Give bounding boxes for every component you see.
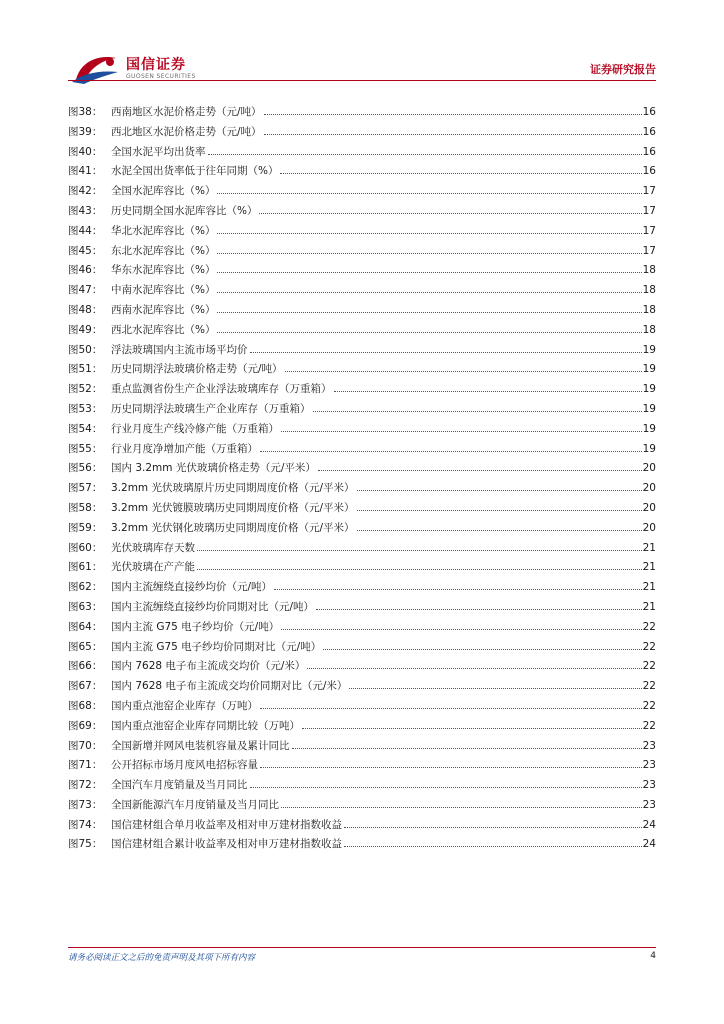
footer-disclaimer: 请务必阅读正文之后的免责声明及其项下所有内容 [68, 953, 256, 963]
toc-entry[interactable] [68, 678, 656, 698]
toc-dot-leader [281, 807, 642, 808]
toc-dot-leader [344, 846, 642, 847]
toc-page-number: 18 [642, 303, 656, 316]
toc-dot-leader [217, 312, 641, 313]
toc-dot-leader [285, 371, 642, 372]
toc-dot-leader [357, 530, 642, 531]
toc-figure-number: 图74： [68, 818, 103, 831]
toc-figure-title: 全国新能源汽车月度销量及当月同比 [111, 798, 279, 811]
toc-page-number: 21 [642, 600, 656, 613]
toc-entry[interactable] [68, 243, 656, 263]
toc-dot-leader [292, 748, 642, 749]
table-of-figures [68, 104, 656, 856]
toc-figure-number: 图48： [68, 303, 103, 316]
toc-figure-number: 图51： [68, 363, 103, 376]
toc-entry[interactable] [68, 698, 656, 718]
toc-figure-number: 图60： [68, 541, 103, 554]
toc-dot-leader [259, 213, 641, 214]
logo-chinese-name: 国信证券 [126, 57, 186, 73]
toc-dot-leader [217, 193, 641, 194]
toc-entry[interactable] [68, 658, 656, 678]
toc-figure-title: 国内主流缠绕直接纱均价同期对比（元/吨） [111, 600, 315, 613]
toc-entry[interactable] [68, 361, 656, 381]
toc-dot-leader [217, 292, 641, 293]
toc-figure-number: 图56： [68, 462, 103, 475]
toc-figure-number: 图54： [68, 422, 103, 435]
toc-page-number: 17 [642, 185, 656, 198]
toc-entry[interactable] [68, 836, 656, 856]
toc-dot-leader [344, 827, 642, 828]
toc-entry[interactable] [68, 203, 656, 223]
toc-entry[interactable] [68, 500, 656, 520]
toc-figure-title: 全国水泥平均出货率 [111, 145, 206, 158]
toc-entry[interactable] [68, 223, 656, 243]
toc-page-number: 22 [642, 660, 656, 673]
toc-dot-leader [217, 253, 641, 254]
toc-figure-number: 图40： [68, 145, 103, 158]
toc-dot-leader [264, 134, 642, 135]
toc-dot-leader [260, 708, 642, 709]
toc-dot-leader [250, 352, 642, 353]
toc-figure-number: 图46： [68, 264, 103, 277]
toc-dot-leader [197, 550, 642, 551]
toc-dot-leader [318, 470, 642, 471]
toc-dot-leader [357, 510, 642, 511]
toc-dot-leader [349, 688, 641, 689]
toc-figure-number: 图57： [68, 482, 103, 495]
toc-figure-number: 图39： [68, 125, 103, 138]
toc-entry[interactable] [68, 619, 656, 639]
report-type-label: 证券研究报告 [590, 63, 656, 76]
toc-entry[interactable] [68, 401, 656, 421]
toc-entry[interactable] [68, 262, 656, 282]
toc-entry[interactable] [68, 639, 656, 659]
toc-figure-title: 西南地区水泥价格走势（元/吨） [111, 106, 262, 118]
toc-page-number: 18 [642, 284, 656, 297]
toc-figure-title: 中南水泥库容比（%） [111, 284, 216, 297]
toc-dot-leader [260, 451, 642, 452]
toc-entry[interactable] [68, 282, 656, 302]
toc-page-number: 21 [642, 541, 656, 554]
toc-figure-title: 3.2mm 光伏镀膜玻璃历史同期周度价格（元/平米） [111, 501, 355, 514]
toc-figure-number: 图70： [68, 739, 103, 752]
toc-dot-leader [281, 431, 642, 432]
toc-entry[interactable] [68, 441, 656, 461]
toc-figure-title: 公开招标市场月度风电招标容量 [111, 759, 258, 772]
toc-figure-number: 图43： [68, 204, 103, 217]
toc-figure-title: 3.2mm 光伏钢化玻璃历史同期周度价格（元/平米） [111, 521, 355, 534]
toc-dot-leader [334, 391, 642, 392]
toc-dot-leader [260, 767, 642, 768]
toc-page-number: 17 [642, 244, 656, 257]
toc-figure-number: 图50： [68, 343, 103, 356]
toc-entry[interactable] [68, 124, 656, 144]
toc-dot-leader [313, 411, 642, 412]
toc-entry[interactable] [68, 797, 656, 817]
toc-dot-leader [316, 609, 642, 610]
toc-figure-title: 国内主流缠绕直接纱均价（元/吨） [111, 581, 273, 594]
toc-entry[interactable] [68, 777, 656, 797]
toc-figure-title: 国内主流 G75 电子纱均价同期对比（元/吨） [111, 640, 322, 653]
toc-page-number: 22 [642, 640, 656, 653]
toc-entry[interactable] [68, 421, 656, 441]
toc-entry[interactable] [68, 817, 656, 837]
toc-figure-number: 图61： [68, 561, 103, 574]
toc-dot-leader [208, 154, 642, 155]
toc-figure-number: 图65： [68, 640, 103, 653]
toc-dot-leader [217, 332, 641, 333]
toc-figure-number: 图71： [68, 759, 103, 772]
toc-figure-title: 国内 3.2mm 光伏玻璃价格走势（元/平米） [111, 462, 316, 475]
toc-figure-title: 重点监测省份生产企业浮法玻璃库存（万重箱） [111, 383, 332, 396]
toc-entry[interactable] [68, 599, 656, 619]
toc-figure-number: 图45： [68, 244, 103, 257]
toc-page-number: 22 [642, 620, 656, 633]
toc-figure-number: 图63： [68, 600, 103, 613]
toc-entry[interactable] [68, 163, 656, 183]
toc-dot-leader [264, 114, 642, 115]
toc-entry[interactable] [68, 757, 656, 777]
toc-entry[interactable] [68, 302, 656, 322]
toc-page-number: 17 [642, 204, 656, 217]
footer-divider [68, 947, 656, 948]
toc-figure-number: 图62： [68, 581, 103, 594]
toc-entry[interactable] [68, 559, 656, 579]
toc-page-number: 19 [642, 402, 656, 415]
toc-figure-number: 图53： [68, 402, 103, 415]
toc-entry[interactable] [68, 579, 656, 599]
toc-page-number: 19 [642, 363, 656, 376]
toc-figure-title: 西北地区水泥价格走势（元/吨） [111, 125, 262, 138]
toc-dot-leader [357, 490, 642, 491]
toc-figure-title: 国内主流 G75 电子纱均价（元/吨） [111, 620, 280, 633]
toc-figure-number: 图55： [68, 442, 103, 455]
toc-page-number: 18 [642, 323, 656, 336]
toc-dot-leader [302, 728, 642, 729]
toc-figure-title: 国内重点池窑企业库存（万吨） [111, 699, 258, 712]
toc-dot-leader [274, 589, 642, 590]
toc-figure-title: 国内 7628 电子布主流成交均价同期对比（元/米） [111, 680, 348, 693]
toc-figure-number: 图49： [68, 323, 103, 336]
toc-page-number: 20 [642, 501, 656, 514]
toc-page-number: 23 [642, 739, 656, 752]
toc-figure-title: 国内 7628 电子布主流成交均价（元/米） [111, 660, 306, 673]
toc-page-number: 19 [642, 383, 656, 396]
toc-figure-title: 3.2mm 光伏玻璃原片历史同期周度价格（元/平米） [111, 482, 355, 495]
toc-figure-number: 图75： [68, 838, 103, 851]
toc-page-number: 24 [642, 838, 656, 851]
toc-figure-title: 西南水泥库容比（%） [111, 303, 216, 316]
toc-page-number: 21 [642, 581, 656, 594]
toc-page-number: 20 [642, 521, 656, 534]
toc-figure-number: 图59： [68, 521, 103, 534]
toc-entry[interactable] [68, 144, 656, 164]
toc-figure-number: 图69： [68, 719, 103, 732]
toc-entry[interactable] [68, 342, 656, 362]
toc-figure-number: 图38： [68, 106, 103, 118]
header-divider [68, 80, 656, 81]
toc-page-number: 23 [642, 779, 656, 792]
toc-dot-leader [217, 233, 641, 234]
toc-entry[interactable] [68, 718, 656, 738]
toc-figure-title: 全国水泥库容比（%） [111, 185, 216, 198]
toc-figure-title: 历史同期浮法玻璃生产企业库存（万重箱） [111, 402, 311, 415]
logo-english-name: GUOSEN SECURITIES [126, 73, 196, 80]
toc-page-number: 22 [642, 699, 656, 712]
toc-figure-title: 华北水泥库容比（%） [111, 224, 216, 237]
toc-dot-leader [250, 787, 642, 788]
toc-figure-title: 西北水泥库容比（%） [111, 323, 216, 336]
toc-entry[interactable] [68, 460, 656, 480]
toc-figure-number: 图67： [68, 680, 103, 693]
toc-figure-title: 行业月度生产线冷修产能（万重箱） [111, 422, 279, 435]
toc-dot-leader [323, 649, 641, 650]
toc-entry[interactable] [68, 381, 656, 401]
toc-figure-title: 水泥全国出货率低于往年同期（%） [111, 165, 279, 178]
toc-page-number: 22 [642, 680, 656, 693]
toc-entry[interactable] [68, 183, 656, 203]
toc-entry[interactable] [68, 104, 656, 124]
toc-dot-leader [281, 629, 641, 630]
toc-figure-number: 图72： [68, 779, 103, 792]
toc-dot-leader [307, 668, 641, 669]
toc-figure-title: 光伏玻璃库存天数 [111, 541, 195, 554]
toc-figure-title: 全国新增并网风电装机容量及累计同比 [111, 739, 290, 752]
toc-page-number: 23 [642, 798, 656, 811]
toc-figure-number: 图42： [68, 185, 103, 198]
toc-figure-title: 历史同期全国水泥库容比（%） [111, 204, 258, 217]
toc-dot-leader [217, 272, 641, 273]
toc-figure-number: 图66： [68, 660, 103, 673]
toc-page-number: 20 [642, 482, 656, 495]
toc-figure-title: 浮法玻璃国内主流市场平均价 [111, 343, 248, 356]
toc-page-number: 19 [642, 422, 656, 435]
toc-figure-number: 图44： [68, 224, 103, 237]
toc-page-number: 16 [642, 145, 656, 158]
toc-figure-number: 图68： [68, 699, 103, 712]
toc-entry[interactable] [68, 540, 656, 560]
toc-page-number: 16 [642, 125, 656, 138]
toc-figure-title: 全国汽车月度销量及当月同比 [111, 779, 248, 792]
toc-figure-title: 华东水泥库容比（%） [111, 264, 216, 277]
toc-figure-number: 图41： [68, 165, 103, 178]
toc-dot-leader [197, 569, 642, 570]
toc-figure-number: 图64： [68, 620, 103, 633]
page-header [0, 0, 724, 90]
toc-page-number: 16 [642, 106, 656, 118]
toc-figure-number: 图52： [68, 383, 103, 396]
toc-page-number: 19 [642, 343, 656, 356]
toc-figure-title: 历史同期浮法玻璃价格走势（元/吨） [111, 363, 283, 376]
toc-page-number: 20 [642, 462, 656, 475]
toc-page-number: 21 [642, 561, 656, 574]
toc-page-number: 17 [642, 224, 656, 237]
toc-figure-title: 行业月度净增加产能（万重箱） [111, 442, 258, 455]
toc-page-number: 23 [642, 759, 656, 772]
toc-figure-title: 光伏玻璃在产产能 [111, 561, 195, 574]
toc-figure-title: 国信建材组合单月收益率及相对申万建材指数收益 [111, 818, 342, 831]
toc-page-number: 19 [642, 442, 656, 455]
toc-figure-title: 东北水泥库容比（%） [111, 244, 216, 257]
page-number: 4 [650, 951, 656, 961]
toc-figure-number: 图58： [68, 501, 103, 514]
toc-page-number: 24 [642, 818, 656, 831]
toc-entry[interactable] [68, 322, 656, 342]
toc-figure-title: 国内重点池窑企业库存同期比较（万吨） [111, 719, 300, 732]
toc-entry[interactable] [68, 520, 656, 540]
toc-figure-number: 图73： [68, 798, 103, 811]
toc-figure-number: 图47： [68, 284, 103, 297]
toc-entry[interactable] [68, 738, 656, 758]
toc-page-number: 18 [642, 264, 656, 277]
toc-page-number: 16 [642, 165, 656, 178]
toc-entry[interactable] [68, 480, 656, 500]
toc-dot-leader [280, 173, 641, 174]
toc-figure-title: 国信建材组合累计收益率及相对申万建材指数收益 [111, 838, 342, 851]
toc-page-number: 22 [642, 719, 656, 732]
